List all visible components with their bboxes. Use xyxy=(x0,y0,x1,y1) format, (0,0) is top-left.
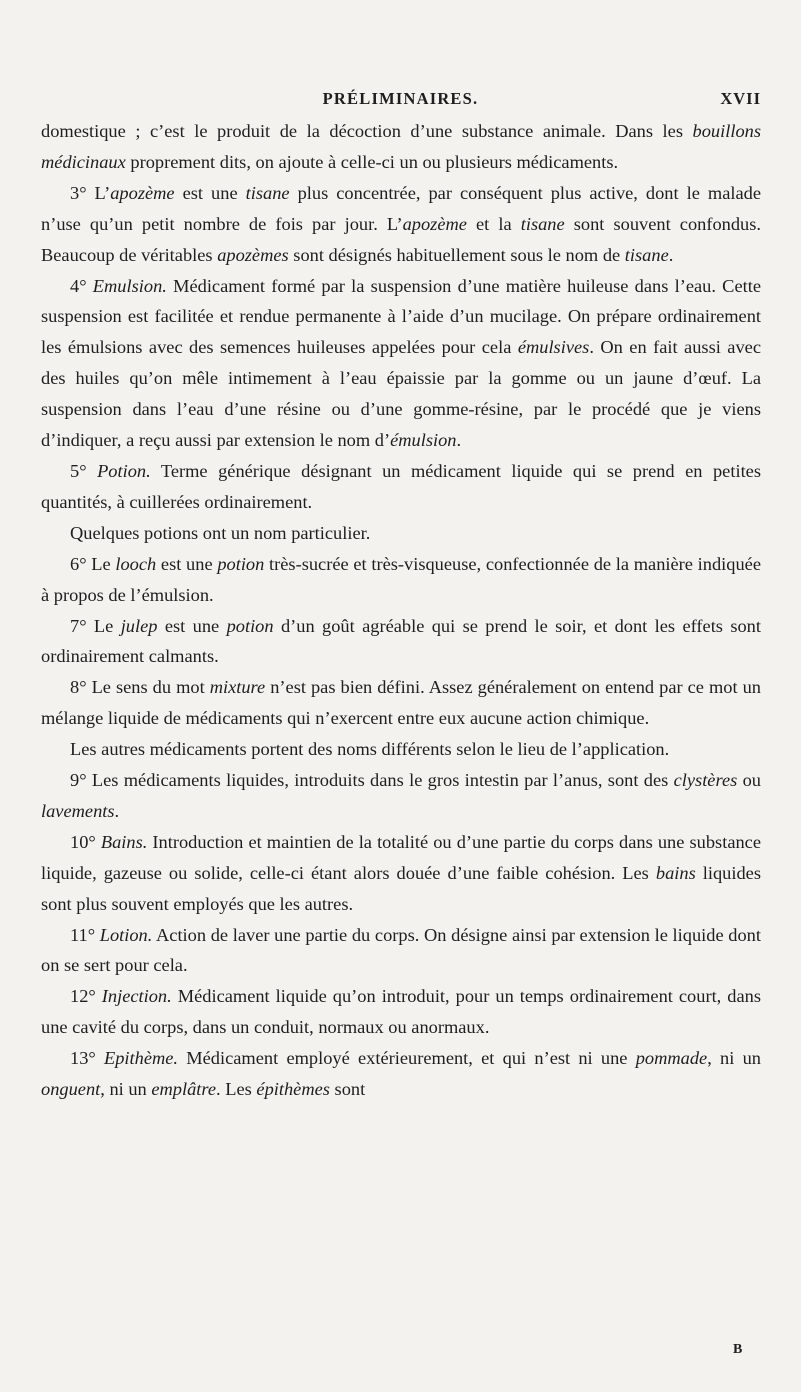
text-run: Médicament formé par la suspension d’une matière huileuse dans l’eau. Cette suspension est facilitée et rendue permanente à l’aide d’un mucilage. On prépare ordinairement les émulsions avec des semences huileuses appelées pour cela xyxy=(41,275,761,358)
italic-term: Epithème. xyxy=(103,1048,179,1069)
text-run: Quelques potions ont un nom particulier. xyxy=(70,522,371,543)
text-run: très-sucrée et très-visqueuse, confectionnée de la manière indiquée à propos de l’émulsion. xyxy=(41,553,761,605)
italic-term: émulsion xyxy=(390,430,457,451)
text-run: Les autres médicaments portent des noms différents selon le lieu de l’application. xyxy=(70,739,670,760)
italic-term: apozèmes xyxy=(217,244,289,265)
italic-term: Lotion. xyxy=(99,924,153,945)
paragraph xyxy=(41,178,761,271)
italic-term: potion xyxy=(217,553,265,574)
text-run: d’un goût agréable qui se prend le soir, et dont les effets sont ordinairement calmants. xyxy=(41,615,761,667)
text-run: et la xyxy=(466,213,521,234)
text-run: n’est pas bien défini. Assez généralement on entend par ce mot un mélange liquide de médicaments qui n’exercent entre eux aucune action chimique. xyxy=(41,677,761,729)
text-run: Médicament liquide qu’on introduit, pour un temps ordinairement court, dans une cavité du corps, dans un conduit, normaux ou anormaux. xyxy=(41,986,762,1038)
text-run: 3° L’ xyxy=(70,182,111,203)
italic-term: onguent xyxy=(41,1079,101,1100)
italic-term: lavements xyxy=(41,800,115,821)
text-run: 8° Le sens du mot xyxy=(70,677,210,698)
text-run: . On en fait aussi avec des huiles qu’on mêle intimement à l’eau épaissie par la gomme ou un jaune d’œuf. La suspension dans l’eau d’une résine ou d’une gomme-résine, par le procédé que je viens d’indiquer, a reçu aussi par extension le nom d’ xyxy=(41,337,761,451)
text-run: 11° xyxy=(70,924,100,945)
italic-term: pommade xyxy=(635,1048,708,1069)
italic-term: tisane xyxy=(520,213,565,234)
italic-term: potion xyxy=(226,615,274,636)
text-run: est une xyxy=(156,553,218,574)
paragraph xyxy=(41,549,761,611)
paragraph xyxy=(41,672,761,734)
italic-term: apozème xyxy=(110,182,175,203)
italic-term: émulsives xyxy=(517,337,590,358)
page-header xyxy=(40,89,761,119)
paragraph xyxy=(41,271,761,456)
text-run: ou xyxy=(737,770,761,791)
text-run: est une xyxy=(157,615,227,636)
paragraph xyxy=(41,518,761,549)
italic-term: julep xyxy=(120,615,158,636)
italic-term: mixture xyxy=(209,677,266,698)
text-run: . xyxy=(114,800,120,821)
paragraph xyxy=(41,116,761,178)
italic-term: emplâtre xyxy=(151,1079,217,1100)
italic-term: bouillons médicinaux xyxy=(41,121,761,172)
italic-term: Bains. xyxy=(100,831,148,852)
page-number: XVII xyxy=(720,89,761,108)
italic-term: tisane xyxy=(624,244,669,265)
paragraph xyxy=(41,981,761,1043)
text-run: . Les xyxy=(216,1079,257,1100)
italic-term: looch xyxy=(115,553,157,574)
text-run: Action de laver une partie du corps. On désigne ainsi par extension le liquide dont on se sert pour cela. xyxy=(41,924,761,976)
text-run: liquides sont plus souvent employés que les autres. xyxy=(41,862,761,914)
text-run: 4° xyxy=(70,275,93,296)
italic-term: épithèmes xyxy=(256,1079,330,1100)
paragraph xyxy=(41,765,761,827)
text-run: . xyxy=(668,244,674,265)
text-run: Terme générique désignant un médicament liquide qui se prend en petites quantités, à cuillerées ordinairement. xyxy=(41,460,761,512)
text-run: 10° xyxy=(70,831,101,852)
text-run: 13° xyxy=(70,1048,104,1069)
italic-term: tisane xyxy=(245,182,290,203)
paragraph xyxy=(41,827,761,920)
text-run: proprement dits, on ajoute à celle-ci un ou plusieurs médicaments. xyxy=(125,151,619,172)
italic-term: Injection. xyxy=(101,986,172,1007)
text-run: Médicament employé extérieurement, et qui n’est ni une xyxy=(178,1048,636,1069)
paragraph xyxy=(41,920,761,982)
text-run: 5° xyxy=(70,460,98,481)
text-run: sont désignés habituellement sous le nom de xyxy=(288,244,625,265)
italic-term: Potion. xyxy=(97,460,151,481)
text-run: sont xyxy=(329,1079,366,1100)
italic-term: clystères xyxy=(673,770,738,791)
text-run: domestique ; c’est le produit de la décoction d’une substance animale. Dans les xyxy=(41,121,693,141)
text-run: est une xyxy=(174,182,246,203)
text-run: , ni un xyxy=(707,1048,761,1069)
text-run: plus concentrée, par conséquent plus active, dont le malade n’use qu’un petit nombre de fois par jour. L’ xyxy=(41,182,761,234)
signature-mark: B xyxy=(733,1342,743,1357)
italic-term: Emulsion. xyxy=(92,275,167,296)
paragraph xyxy=(41,1043,761,1105)
running-title: PRÉLIMINAIRES. xyxy=(322,89,479,108)
text-run: 12° xyxy=(70,986,102,1007)
text-run: 9° Les médicaments liquides, introduits dans le gros intestin par l’anus, sont des xyxy=(70,770,674,791)
paragraph xyxy=(41,734,761,765)
text-run: 6° Le xyxy=(70,553,116,574)
body-text xyxy=(41,116,761,1105)
paragraph xyxy=(41,611,761,673)
text-run: , ni un xyxy=(100,1079,152,1100)
text-run: sont souvent confondus. Beaucoup de véritables xyxy=(41,213,762,265)
italic-term: apozème xyxy=(402,213,467,234)
text-run: Introduction et maintien de la totalité ou d’une partie du corps dans une substance liquide, gazeuse ou solide, celle-ci étant alors douée d’une faible cohésion. Les xyxy=(41,831,761,883)
text-run: . xyxy=(456,430,462,451)
italic-term: bains xyxy=(655,862,696,883)
paragraph xyxy=(41,456,761,518)
text-run: 7° Le xyxy=(70,615,121,636)
